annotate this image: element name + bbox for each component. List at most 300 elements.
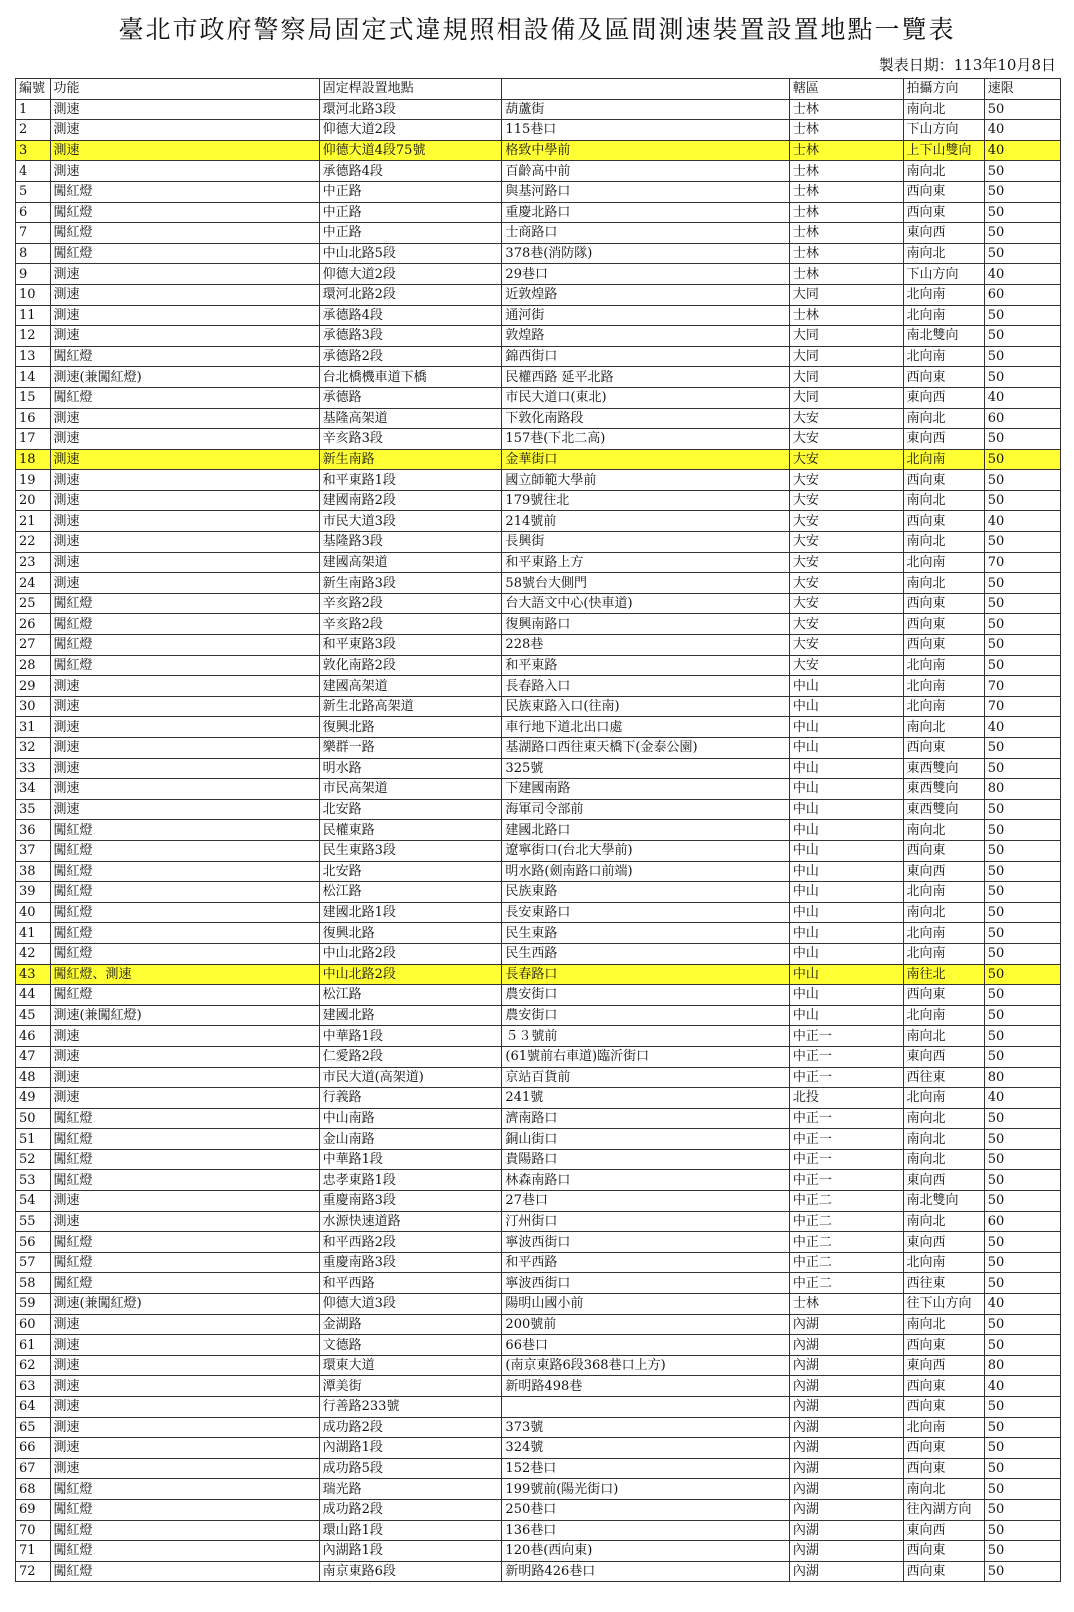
cell-location: 復興南路口 [502,614,789,635]
table-row [16,593,1061,614]
cell-id: 49 [16,1088,51,1109]
cell-district: 中正二 [789,1211,903,1232]
cell-function: 闖紅燈 [50,614,319,635]
cell-speed-limit: 60 [984,1211,1060,1232]
cell-speed-limit: 60 [984,408,1060,429]
cell-id: 20 [16,490,51,511]
table-row [16,243,1061,264]
cell-speed-limit: 50 [984,346,1060,367]
header-road: 固定桿設置地點 [319,79,502,100]
table-row [16,1108,1061,1129]
cell-location: 199號前(陽光街口) [502,1479,789,1500]
table-row [16,902,1061,923]
cell-location: 建國北路口 [502,820,789,841]
cell-id: 46 [16,1026,51,1047]
table-row [16,1355,1061,1376]
cell-function: 闖紅燈 [50,882,319,903]
table-row [16,882,1061,903]
cell-direction: 南向北 [903,820,984,841]
table-row [16,1479,1061,1500]
cell-function: 測速(兼闖紅燈) [50,367,319,388]
cell-id: 2 [16,120,51,141]
cell-district: 內湖 [789,1376,903,1397]
cell-district: 大同 [789,387,903,408]
cell-district: 中山 [789,1005,903,1026]
cell-location: 241號 [502,1088,789,1109]
cell-location: 台大語文中心(快車道) [502,593,789,614]
cell-speed-limit: 50 [984,1438,1060,1459]
cell-speed-limit: 50 [984,738,1060,759]
cell-function: 測速 [50,1355,319,1376]
cell-district: 北投 [789,1088,903,1109]
cell-id: 63 [16,1376,51,1397]
cell-direction: 西往東 [903,1273,984,1294]
cell-direction: 東向西 [903,1046,984,1067]
cell-speed-limit: 50 [984,1170,1060,1191]
cell-id: 52 [16,1149,51,1170]
cell-speed-limit: 50 [984,449,1060,470]
cell-function: 測速 [50,573,319,594]
cell-district: 內湖 [789,1520,903,1541]
cell-district: 士林 [789,99,903,120]
cell-road: 承德路4段 [319,161,502,182]
cell-id: 54 [16,1191,51,1212]
cell-id: 69 [16,1499,51,1520]
cell-direction: 東向西 [903,1355,984,1376]
cell-district: 中正一 [789,1129,903,1150]
cell-speed-limit: 50 [984,532,1060,553]
cell-speed-limit: 50 [984,470,1060,491]
cell-location: 京站百貨前 [502,1067,789,1088]
cell-road: 建國南路2段 [319,490,502,511]
cell-direction: 北向南 [903,305,984,326]
cell-id: 10 [16,284,51,305]
cell-id: 23 [16,552,51,573]
cell-function: 測速 [50,470,319,491]
cell-location: 下敦化南路段 [502,408,789,429]
cell-function: 測速 [50,1458,319,1479]
cell-id: 33 [16,758,51,779]
cell-direction: 西往東 [903,1067,984,1088]
cell-id: 6 [16,202,51,223]
cell-speed-limit: 50 [984,635,1060,656]
table-row [16,1232,1061,1253]
table-row [16,1088,1061,1109]
cell-road: 民生東路3段 [319,840,502,861]
cell-location: 和平西路 [502,1252,789,1273]
cell-speed-limit: 40 [984,140,1060,161]
cell-district: 中山 [789,696,903,717]
cell-function: 闖紅燈 [50,943,319,964]
cell-direction: 西向東 [903,614,984,635]
cell-id: 30 [16,696,51,717]
cell-function: 闖紅燈 [50,840,319,861]
cell-direction: 東西雙向 [903,758,984,779]
cell-location: (61號前右車道)臨沂街口 [502,1046,789,1067]
cell-district: 中山 [789,861,903,882]
cell-function: 測速 [50,511,319,532]
table-row [16,1170,1061,1191]
table-row [16,820,1061,841]
cell-road: 環河北路3段 [319,99,502,120]
cell-speed-limit: 50 [984,1129,1060,1150]
document-title: 臺北市政府警察局固定式違規照相設備及區間測速裝置設置地點一覽表 [118,15,956,44]
cell-location: 遼寧街口(台北大學前) [502,840,789,861]
table-row [16,1397,1061,1418]
cell-speed-limit: 50 [984,655,1060,676]
cell-location: 29巷口 [502,264,789,285]
cell-road: 松江路 [319,882,502,903]
cell-speed-limit: 50 [984,202,1060,223]
cell-id: 50 [16,1108,51,1129]
cell-direction: 西向東 [903,1561,984,1582]
cell-function: 闖紅燈 [50,181,319,202]
cell-id: 14 [16,367,51,388]
cell-location: 179號往北 [502,490,789,511]
cell-speed-limit: 50 [984,1149,1060,1170]
cell-location: 250巷口 [502,1499,789,1520]
cell-direction: 南向北 [903,1108,984,1129]
cell-road: 辛亥路3段 [319,429,502,450]
table-row [16,387,1061,408]
cell-direction: 西向東 [903,1541,984,1562]
cell-district: 中山 [789,820,903,841]
table-row [16,1376,1061,1397]
table-row [16,449,1061,470]
cell-road: 承德路3段 [319,326,502,347]
cell-location: 下建國南路 [502,779,789,800]
cell-id: 39 [16,882,51,903]
cell-location: 長安東路口 [502,902,789,923]
cell-function: 測速 [50,1397,319,1418]
cell-district: 大安 [789,655,903,676]
cell-location: 士商路口 [502,223,789,244]
cell-location: (南京東路6段368巷口上方) [502,1355,789,1376]
cell-id: 57 [16,1252,51,1273]
cell-speed-limit: 50 [984,99,1060,120]
cell-id: 47 [16,1046,51,1067]
cell-speed-limit: 80 [984,1067,1060,1088]
table-row [16,985,1061,1006]
cell-location: 和平東路 [502,655,789,676]
cell-location: 長興街 [502,532,789,553]
cell-road: 北安路 [319,799,502,820]
cell-id: 38 [16,861,51,882]
cell-district: 中正二 [789,1273,903,1294]
cell-road: 新生北路高架道 [319,696,502,717]
table-row [16,1438,1061,1459]
cell-direction: 北向南 [903,1417,984,1438]
cell-road: 復興北路 [319,923,502,944]
cell-direction: 東向西 [903,861,984,882]
header-district: 轄區 [789,79,903,100]
cell-road: 和平西路2段 [319,1232,502,1253]
cell-id: 11 [16,305,51,326]
cell-id: 22 [16,532,51,553]
cell-district: 中山 [789,964,903,985]
cell-location: 國立師範大學前 [502,470,789,491]
cell-speed-limit: 50 [984,1479,1060,1500]
cell-function: 測速 [50,326,319,347]
cell-district: 大安 [789,552,903,573]
cell-district: 中山 [789,738,903,759]
cell-district: 中山 [789,676,903,697]
cell-id: 28 [16,655,51,676]
cell-function: 測速 [50,140,319,161]
cell-id: 4 [16,161,51,182]
cell-district: 中山 [789,943,903,964]
cell-function: 測速 [50,490,319,511]
cell-location: ５３號前 [502,1026,789,1047]
table-row [16,511,1061,532]
cell-id: 37 [16,840,51,861]
cell-district: 士林 [789,264,903,285]
cell-district: 大安 [789,532,903,553]
cell-direction: 北向南 [903,676,984,697]
table-row [16,923,1061,944]
cell-speed-limit: 50 [984,1273,1060,1294]
cell-speed-limit: 50 [984,1026,1060,1047]
cell-district: 士林 [789,223,903,244]
cell-function: 闖紅燈、測速 [50,964,319,985]
cell-direction: 北向南 [903,655,984,676]
cell-district: 中山 [789,758,903,779]
table-row [16,120,1061,141]
cell-function: 測速 [50,284,319,305]
cell-direction: 西向東 [903,202,984,223]
cell-speed-limit: 50 [984,1252,1060,1273]
cell-function: 測速 [50,99,319,120]
cell-road: 內湖路1段 [319,1438,502,1459]
cell-road: 明水路 [319,758,502,779]
cell-function: 闖紅燈 [50,861,319,882]
cell-function: 測速 [50,1376,319,1397]
cell-id: 53 [16,1170,51,1191]
cell-location: 324號 [502,1438,789,1459]
cell-direction: 東向西 [903,1170,984,1191]
cell-speed-limit: 40 [984,717,1060,738]
table-row [16,408,1061,429]
cell-location: 農安街口 [502,1005,789,1026]
cell-id: 48 [16,1067,51,1088]
cell-district: 大同 [789,326,903,347]
cell-direction: 南向北 [903,532,984,553]
cell-location: 136巷口 [502,1520,789,1541]
cell-function: 測速 [50,799,319,820]
cell-id: 25 [16,593,51,614]
cell-speed-limit: 40 [984,1088,1060,1109]
cell-road: 環河北路2段 [319,284,502,305]
cell-function: 測速 [50,676,319,697]
cell-id: 45 [16,1005,51,1026]
cell-function: 測速 [50,264,319,285]
cell-road: 環山路1段 [319,1520,502,1541]
table-row [16,202,1061,223]
document-date: 製表日期：113年10月8日 [878,56,1056,74]
cell-road: 成功路2段 [319,1417,502,1438]
cell-road: 中華路1段 [319,1026,502,1047]
cell-id: 17 [16,429,51,450]
cell-location: 200號前 [502,1314,789,1335]
cell-location: 銅山街口 [502,1129,789,1150]
cell-road: 市民大道3段 [319,511,502,532]
cell-district: 士林 [789,120,903,141]
cell-road: 行善路233號 [319,1397,502,1418]
cell-id: 3 [16,140,51,161]
cell-speed-limit: 50 [984,1335,1060,1356]
cell-district: 士林 [789,202,903,223]
cell-function: 測速 [50,449,319,470]
cell-road: 成功路2段 [319,1499,502,1520]
cell-road: 瑞光路 [319,1479,502,1500]
cell-road: 內湖路1段 [319,1541,502,1562]
cell-location: 214號前 [502,511,789,532]
table-row [16,99,1061,120]
cell-road: 中山南路 [319,1108,502,1129]
cell-direction: 西向東 [903,840,984,861]
cell-function: 測速 [50,696,319,717]
cell-function: 闖紅燈 [50,243,319,264]
cell-id: 67 [16,1458,51,1479]
cell-direction: 北向南 [903,552,984,573]
cell-district: 內湖 [789,1479,903,1500]
cell-id: 27 [16,635,51,656]
cell-location: 長春路入口 [502,676,789,697]
table-row [16,573,1061,594]
cell-direction: 北向南 [903,1088,984,1109]
table-row [16,367,1061,388]
cell-location: 157巷(下北二高) [502,429,789,450]
cell-direction: 南向北 [903,717,984,738]
cell-speed-limit: 50 [984,1232,1060,1253]
cell-road: 中正路 [319,223,502,244]
cell-speed-limit: 40 [984,1376,1060,1397]
cell-speed-limit: 50 [984,326,1060,347]
cell-road: 承德路4段 [319,305,502,326]
cell-location: 敦煌路 [502,326,789,347]
cell-district: 中正二 [789,1191,903,1212]
cell-district: 內湖 [789,1561,903,1582]
cell-direction: 西向東 [903,1397,984,1418]
table-row [16,140,1061,161]
cell-district: 大同 [789,346,903,367]
cell-road: 建國高架道 [319,552,502,573]
cell-function: 闖紅燈 [50,593,319,614]
table-row [16,779,1061,800]
table-row [16,326,1061,347]
table-body [16,99,1061,1582]
header-location [502,79,789,100]
cell-direction: 南向北 [903,243,984,264]
cell-direction: 南北雙向 [903,1191,984,1212]
cell-direction: 西向東 [903,738,984,759]
cell-road: 和平西路 [319,1273,502,1294]
cell-district: 大安 [789,614,903,635]
table-row [16,1026,1061,1047]
cell-direction: 南向北 [903,1149,984,1170]
cell-road: 金山南路 [319,1129,502,1150]
cell-district: 中正二 [789,1232,903,1253]
cell-speed-limit: 40 [984,511,1060,532]
cell-id: 15 [16,387,51,408]
cell-location: 葫蘆街 [502,99,789,120]
cell-function: 測速 [50,1417,319,1438]
cell-district: 內湖 [789,1458,903,1479]
table-row [16,1294,1061,1315]
cell-location: 農安街口 [502,985,789,1006]
cell-speed-limit: 50 [984,1520,1060,1541]
cell-road: 承德路 [319,387,502,408]
cell-road: 重慶南路3段 [319,1252,502,1273]
cell-road: 中華路1段 [319,1149,502,1170]
cell-direction: 東西雙向 [903,779,984,800]
cell-id: 60 [16,1314,51,1335]
table-row [16,614,1061,635]
cell-location: 325號 [502,758,789,779]
cell-function: 測速 [50,429,319,450]
cell-district: 大安 [789,635,903,656]
cell-district: 中山 [789,923,903,944]
cell-location: 通河街 [502,305,789,326]
cell-speed-limit: 50 [984,223,1060,244]
cell-function: 闖紅燈 [50,1273,319,1294]
cell-id: 43 [16,964,51,985]
cell-road: 成功路5段 [319,1458,502,1479]
cell-speed-limit: 40 [984,264,1060,285]
cell-function: 闖紅燈 [50,202,319,223]
cell-function: 闖紅燈 [50,387,319,408]
table-row [16,943,1061,964]
cell-id: 44 [16,985,51,1006]
cell-road: 新生南路 [319,449,502,470]
cell-road: 和平東路1段 [319,470,502,491]
cell-speed-limit: 50 [984,305,1060,326]
cell-location: 汀州街口 [502,1211,789,1232]
cell-district: 中山 [789,779,903,800]
cell-road: 仰德大道4段75號 [319,140,502,161]
cell-id: 7 [16,223,51,244]
table-row [16,1046,1061,1067]
cell-speed-limit: 50 [984,181,1060,202]
cell-speed-limit: 40 [984,1294,1060,1315]
table-header-row [16,79,1061,100]
cell-road: 中正路 [319,202,502,223]
table-row [16,1314,1061,1335]
table-row [16,223,1061,244]
cell-district: 士林 [789,305,903,326]
cell-road: 民權東路 [319,820,502,841]
cell-speed-limit: 40 [984,120,1060,141]
cell-function: 闖紅燈 [50,346,319,367]
cell-id: 65 [16,1417,51,1438]
cell-speed-limit: 50 [984,820,1060,841]
cell-speed-limit: 50 [984,902,1060,923]
cell-speed-limit: 50 [984,923,1060,944]
cell-function: 闖紅燈 [50,902,319,923]
cell-road: 台北橋機車道下橋 [319,367,502,388]
table-row [16,655,1061,676]
cell-district: 中正一 [789,1108,903,1129]
cell-id: 72 [16,1561,51,1582]
cell-function: 闖紅燈 [50,1129,319,1150]
cell-location: 濟南路口 [502,1108,789,1129]
cell-function: 闖紅燈 [50,1479,319,1500]
cell-id: 61 [16,1335,51,1356]
cell-direction: 北向南 [903,923,984,944]
cell-direction: 西向東 [903,635,984,656]
table-row [16,181,1061,202]
cell-district: 大安 [789,511,903,532]
